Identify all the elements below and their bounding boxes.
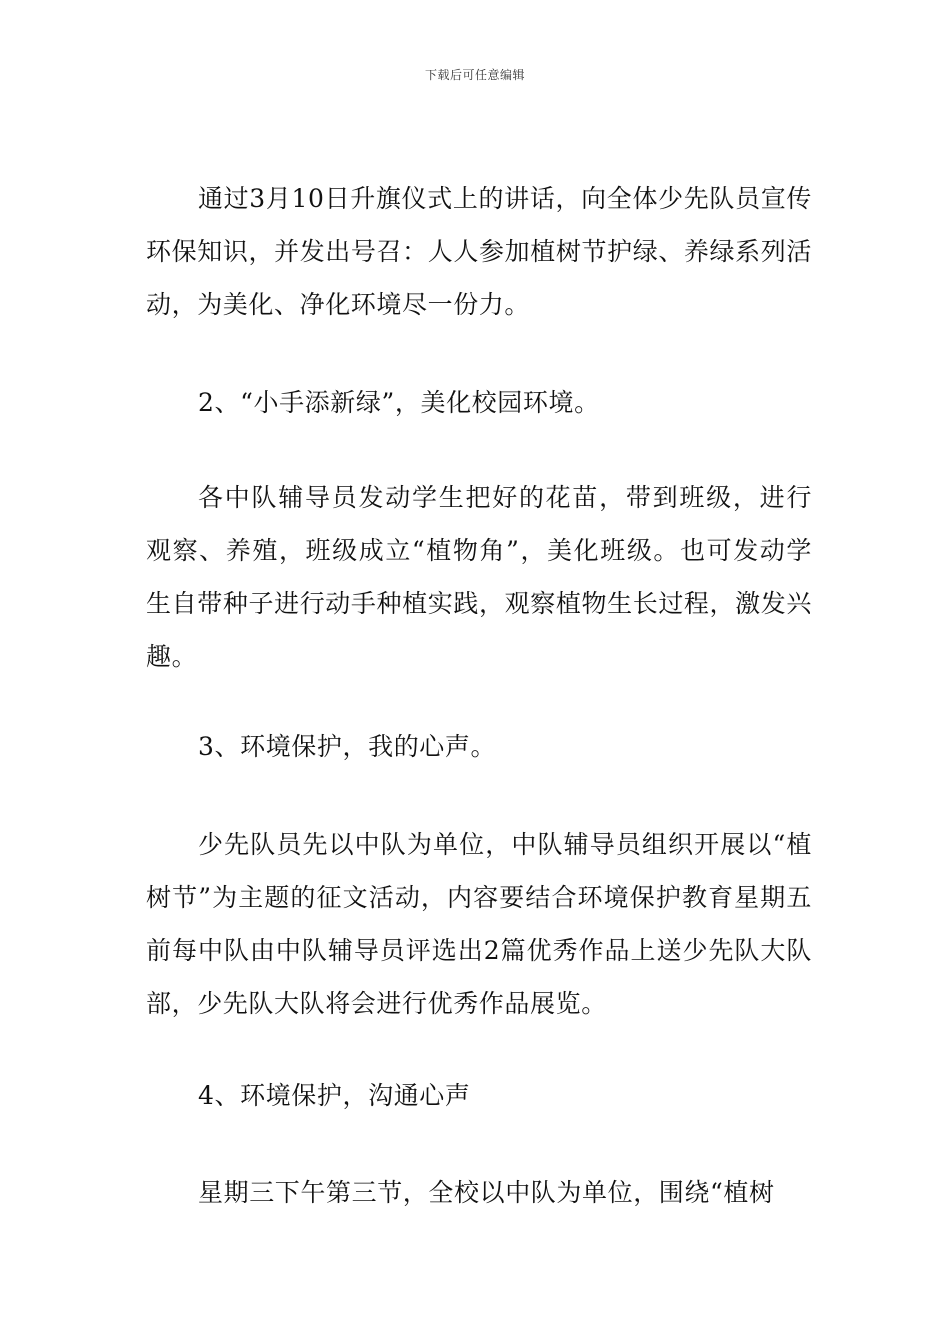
page-header: 下载后可任意编辑 (424, 68, 525, 82)
paragraph-4: 星期三下午第三节，全校以中队为单位，围绕“植树 (198, 1178, 775, 1207)
paragraph-3: 少先队员先以中队为单位，中队辅导员组织开展以“植树节”为主题的征文活动，内容要结合环境保护教育星期五前每中队由中队辅导员评选出2篇优秀作品上送少先队大队部，少先队大队将会进行优秀作品展览。 (146, 830, 812, 1018)
paragraph-heading-4: 4、环境保护，沟通心声 (198, 1081, 471, 1110)
paragraph-heading-3: 3、环境保护，我的心声。 (198, 732, 497, 761)
paragraph-2: 各中队辅导员发动学生把好的花苗，带到班级，进行观察、养殖，班级成立“植物角”，美化班级。也可发动学生自带种子进行动手种植实践，观察植物生长过程，激发兴趣。 (146, 483, 812, 671)
paragraph-heading-2: 2、“小手添新绿”，美化校园环境。 (198, 388, 600, 417)
paragraph-1: 通过3月10日升旗仪式上的讲话，向全体少先队员宣传环保知识，并发出号召：人人参加植树节护绿、养绿系列活动，为美化、净化环境尽一份力。 (146, 184, 812, 319)
